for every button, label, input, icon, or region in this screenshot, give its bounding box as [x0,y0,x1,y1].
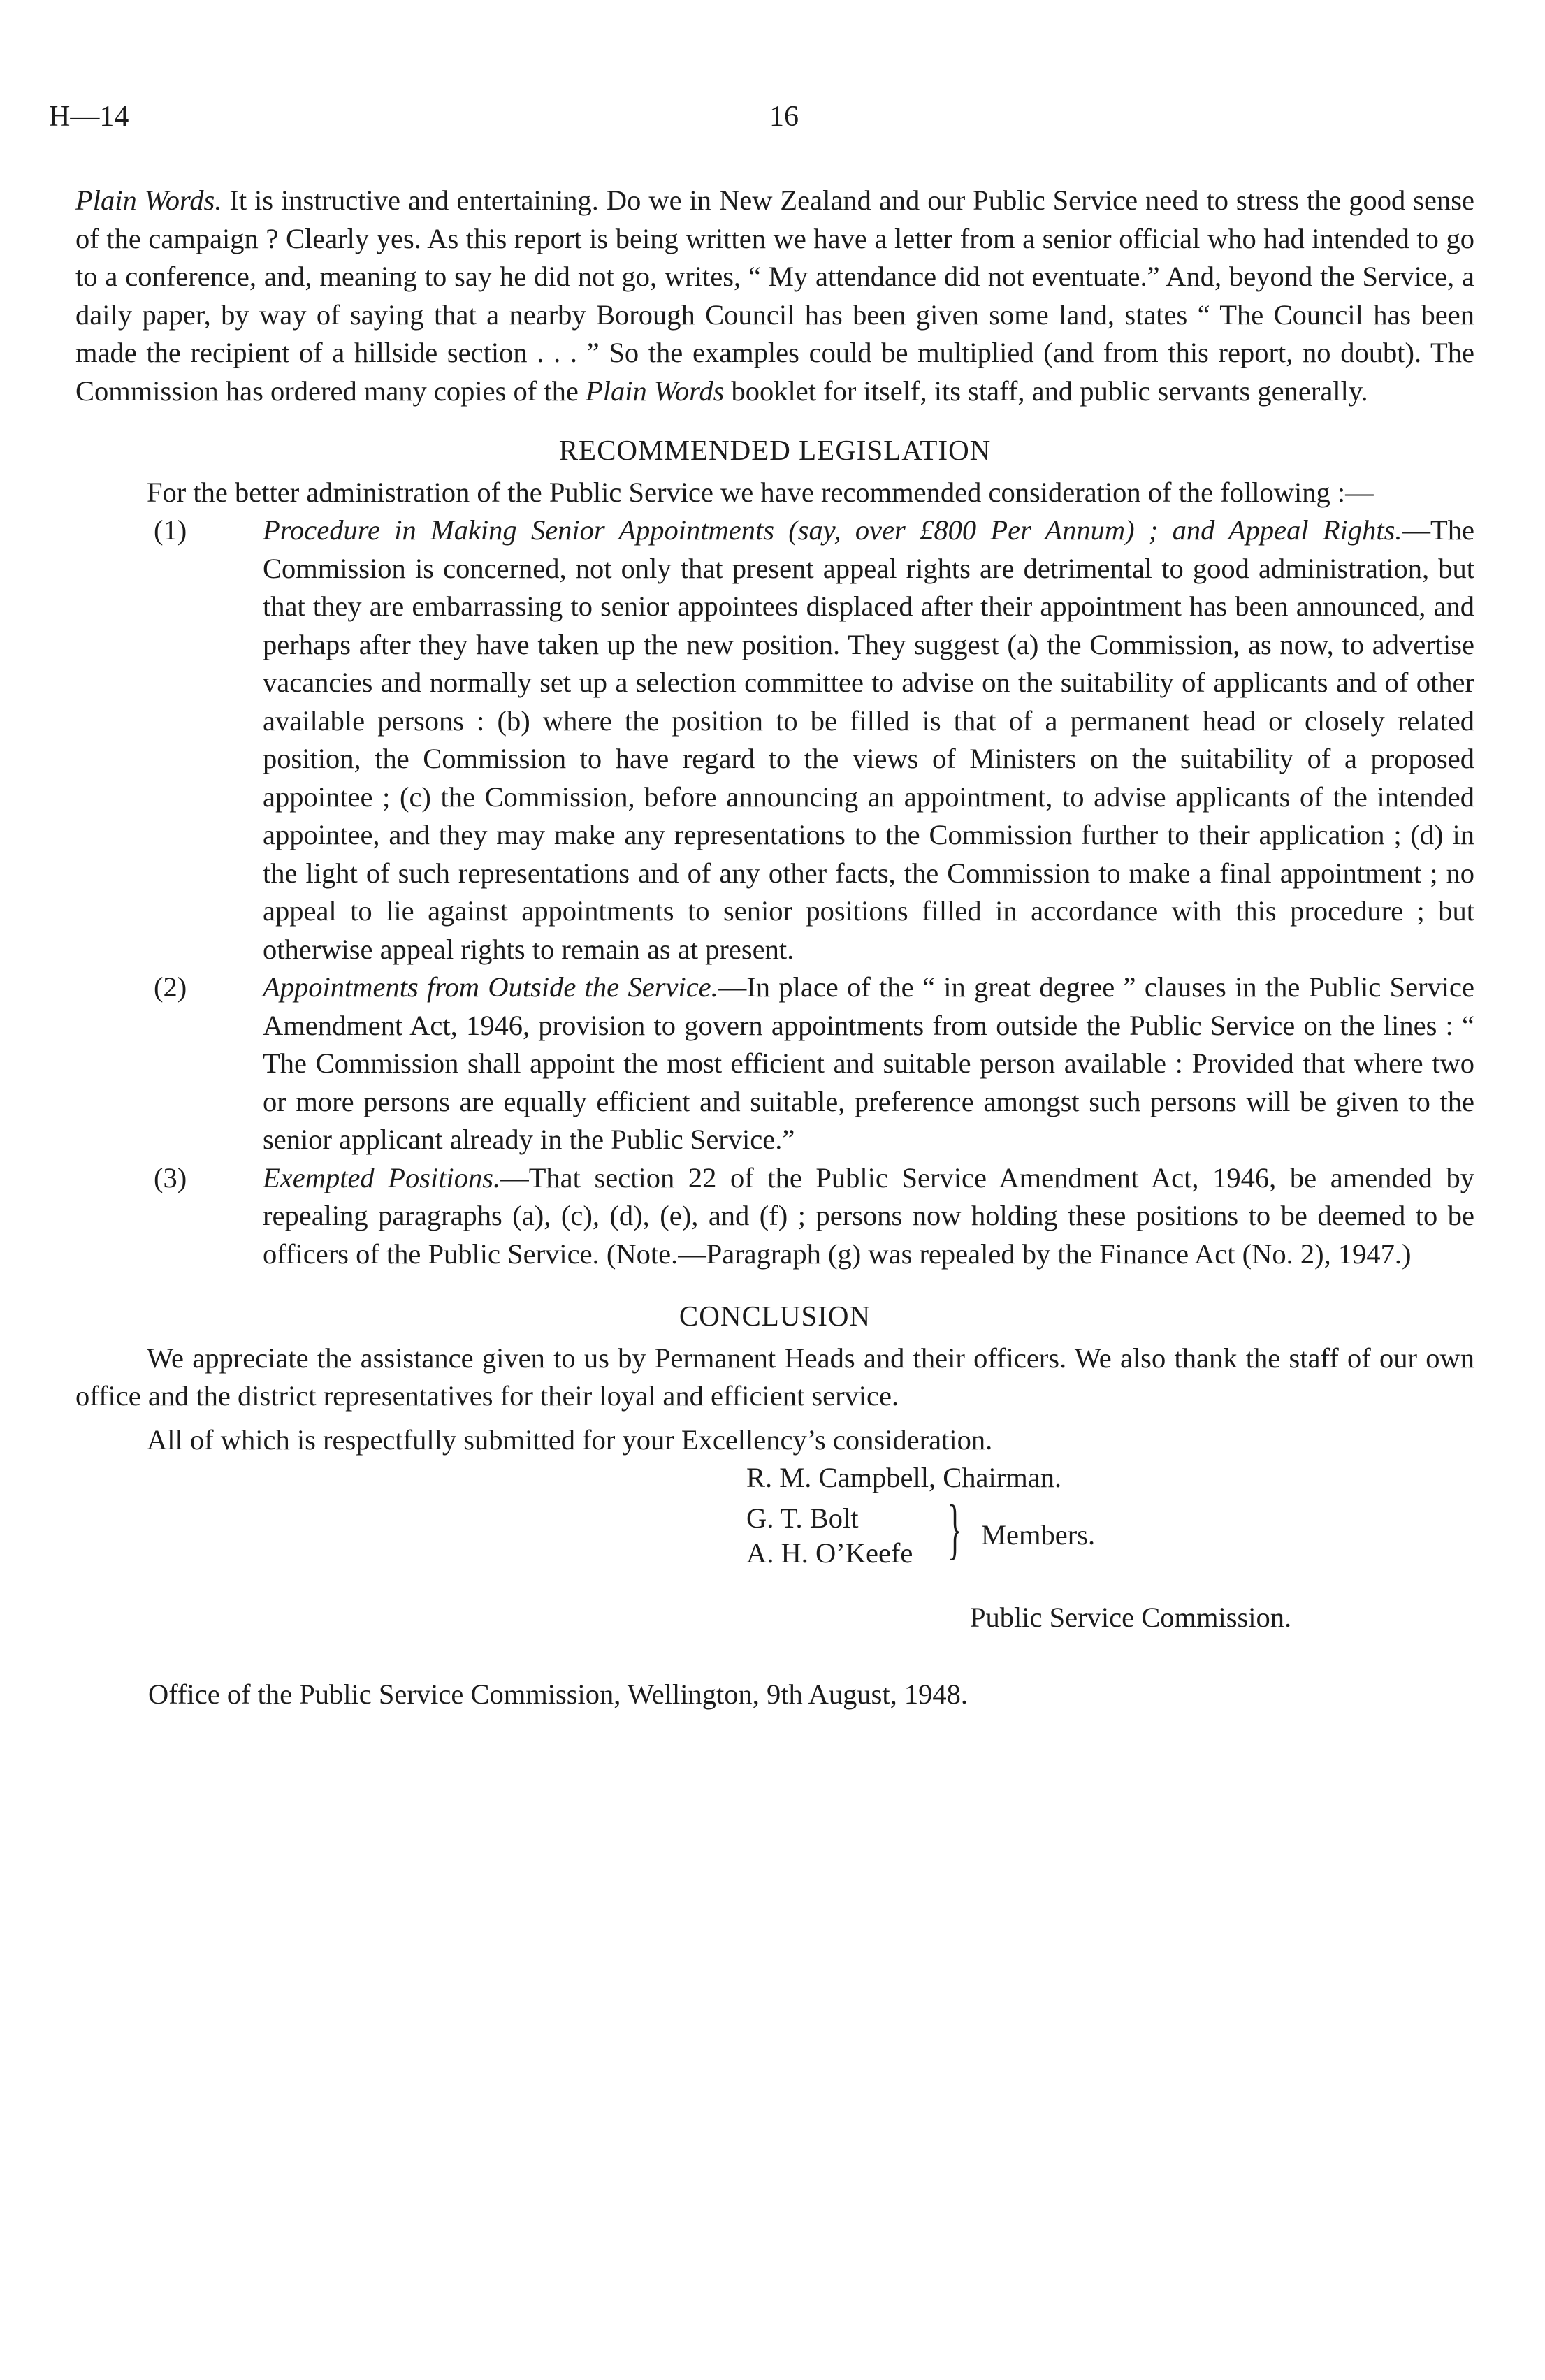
item-title: Exempted Positions. [263,1161,501,1193]
intro-paragraph [75,182,1474,410]
recommendation-item-2 [75,968,1474,1159]
recommendation-item-1 [75,511,1474,968]
office-footer: Office of the Public Service Commission, Wellington, 9th August, 1948. [148,1678,969,1710]
item-text: —That section 22 of the Public Service Amendment Act, 1946, be amended by repealing paragraphs (a), (c), (d), (e), and (f) ; persons now holding these positions to be deemed to be officers of the Public Service. (Note.—Paragraph (g) was repealed by the Finance Act (No. 2), 1947.) [263,1161,1475,1270]
plain-words-booklet: Plain Words [586,375,725,407]
recommended-legislation-heading: RECOMMENDED LEGISLATION [558,434,992,466]
chairman-signature: R. M. Campbell, Chairman. [746,1462,1062,1493]
member-signature-1: G. T. Bolt [746,1502,859,1534]
submission-paragraph: All of which is respectfully submitted for your Excellency’s consideration. [147,1423,993,1456]
members-label: Members. [981,1519,1096,1551]
member-signature-2: A. H. O’Keefe [746,1537,913,1569]
intro-text: It is instructive and entertaining. Do we in New Zealand and our Public Service need to stress the good sense of the campaign ? Clearly yes. As this report is being written we have a letter from a senior official who had intended to go to a conference, and, meaning to say he did not go, writes, “ My attendance did not eventuate.” And, beyond the Service, a daily paper, by way of saying that a nearby Borough Council has been given some land, states “ The Council has been made the recipient of a hillside section . . . ” So the examples could be multiplied (and from this report, no doubt). The Commission has ordered many copies of the [75,184,1474,407]
item-title: Procedure in Making Senior Appointments (say, over £800 Per Annum) ; and Appeal Rights. [263,514,1402,546]
recommendation-item-3 [75,1159,1474,1274]
item-number: (1) [154,514,187,546]
commission-signature: Public Service Commission. [970,1602,1292,1633]
item-title: Appointments from Outside the Service. [263,971,718,1003]
item-text: —In place of the “ in great degree ” clauses in the Public Service Amendment Act, 1946, provision to govern appointments from outside the Public Service on the lines : “ The Commission shall appoint the most efficient and suitable person available : Provided that where two or more persons are equally efficient and suitable, preference amongst such persons will be given to the senior applicant already in the Public Service.” [263,971,1474,1155]
item-text: —The Commission is concerned, not only that present appeal rights are detrimental to good administration, but that they are embarrassing to senior appointees displaced after their appointment has been announced, and perhaps after they have taken up the new position. They suggest (a) the Commission, as now, to advertise vacancies and normally set up a selection committee to advise on the suitability of applicants and of other available persons : (b) where the position to be filled is that of a permanent head or closely related position, the Commission to have regard to the views of Ministers on the suitability of a proposed appointee ; (c) the Commission, before announcing an appointment, to advise applicants of the intended appointee, and they may make any representations to the Commission further to their application ; (d) in the light of such representations and of any other facts, the Commission to make a final appointment ; no appeal to lie against appointments to senior positions filled in accordance with this procedure ; but otherwise appeal rights to remain as at present. [263,514,1474,965]
plain-words-title: Plain Words. [75,184,222,216]
text-body [75,182,1474,1714]
recommended-lead: For the better administration of the Public Service we have recommended consideration of the following :— [147,476,1374,508]
signature-block [75,1459,1474,1676]
intro-text-end: booklet for itself, its staff, and public servants generally. [724,375,1368,407]
conclusion-heading: CONCLUSION [679,1300,871,1332]
item-number: (2) [154,971,187,1003]
document-reference: H—14 [49,101,129,133]
members-brace: } [948,1491,962,1566]
conclusion-paragraph: We appreciate the assistance given to us by Permanent Heads and their officers. We also thank the staff of our own office and the district representatives for their loyal and efficient service. [75,1342,1474,1412]
item-number: (3) [154,1161,187,1193]
page-number: 16 [769,101,799,133]
